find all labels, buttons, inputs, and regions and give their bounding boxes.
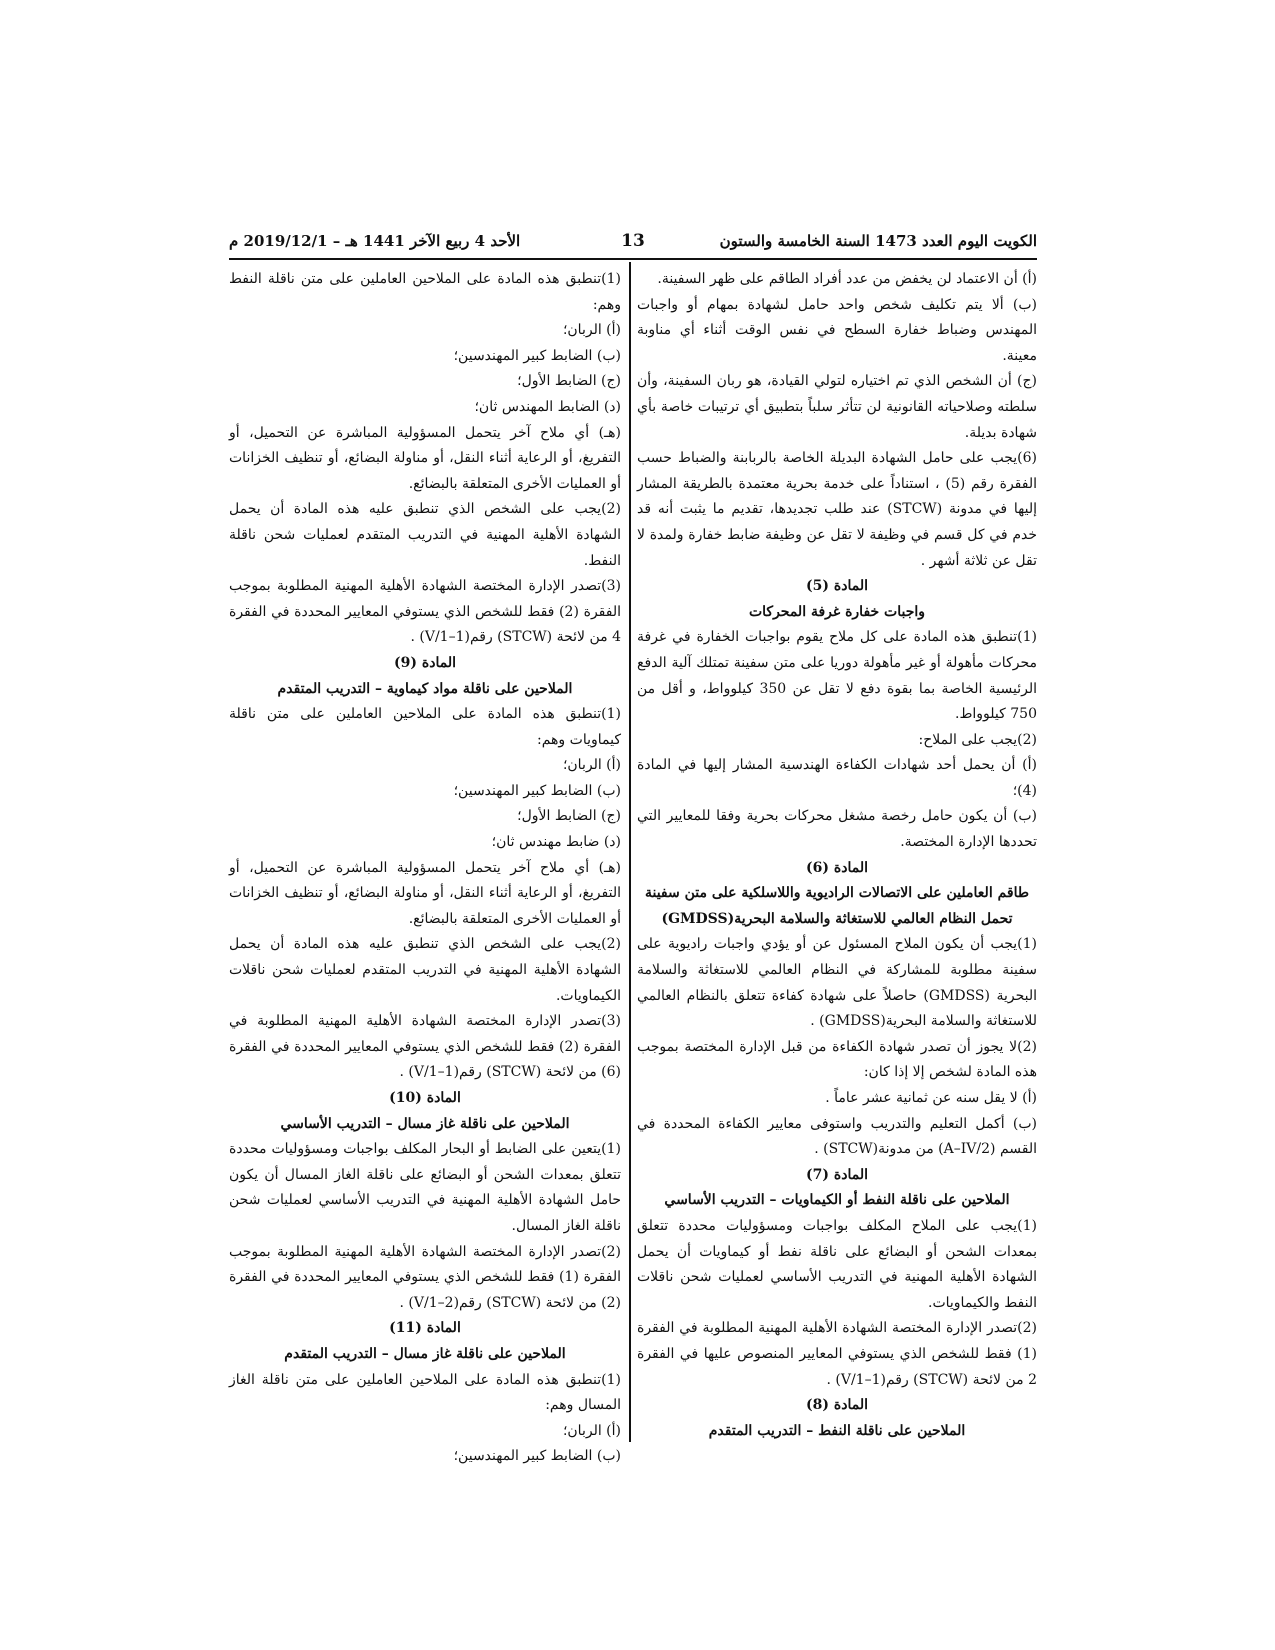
paragraph: (ب) الضابط كبير المهندسين؛ [453, 1448, 621, 1465]
paragraph: (ب) أن يكون حامل رخصة مشغل محركات بحرية وفقا للمعايير التي تحددها الإدارة المختصة. [637, 808, 1037, 851]
paragraph: (ب) أكمل التعليم والتدريب واستوفى معايير الكفاءة المحددة في القسم (A–IV/2) من مدونة(STCW) . [637, 1115, 1037, 1158]
paragraph: (هـ) أي ملاح آخر يتحمل المسؤولية المباشرة عن التحميل، أو التفريغ، أو الرعاية أثناء النقل، أو مناولة البضائع، أو تنظيف الخزانات أو العمليات الأخرى المتعلقة بالبضائع. [229, 859, 621, 927]
article-heading: الملاحين على ناقلة النفط أو الكيماويات – التدريب الأساسي [664, 1192, 1010, 1209]
paragraph: (ج) الضابط الأول؛ [517, 808, 621, 825]
paragraph: (1)يتعين على الضابط أو البحار المكلف بواجبات ومسؤوليات محددة تتعلق بمعدات الشحن أو البضائع على ناقلة الغاز المسال أن يكون حامل الشهادة الأهلية المهنية في التدريب الأساسي لعمليات شحن ناقلة الغاز المسال. [229, 1141, 621, 1234]
paragraph: (ج) أن الشخص الذي تم اختياره لتولي القيادة، هو ربان السفينة، وأن سلطته وصلاحياته القانونية لن تتأثر سلباً بتطبيق أي ترتيبات خاصة بأي شهادة بديلة. [637, 373, 1037, 441]
article-heading: طاقم العاملين على الاتصالات الراديوية واللاسلكية على متن سفينة تحمل النظام العالمي للاستغاثة والسلامة البحرية(GMDSS) [644, 885, 1030, 927]
paragraph: (2)يجب على الشخص الذي تنطبق عليه هذه المادة أن يحمل الشهادة الأهلية المهنية في التدريب المتقدم لعمليات شحن ناقلات الكيماويات. [229, 936, 621, 1004]
article-heading: الملاحين على ناقلة غاز مسال – التدريب المتقدم [284, 1345, 566, 1362]
newspaper-issue-info: الكويت اليوم العدد 1473 السنة الخامسة والستون [719, 232, 1037, 250]
issue-date: الأحد 4 ربيع الآخر 1441 هـ – 2019/12/1 م [229, 232, 521, 250]
paragraph: (1)يجب أن يكون الملاح المسئول عن أو يؤدي واجبات راديوية على سفينة مطلوبة للمشاركة في النظام العالمي للاستغاثة والسلامة البحرية (GMDSS) حاصلاً على شهادة كفاءة تتعلق بالنظام العالمي للاستغاثة والسلامة البحرية(GMDSS) . [637, 936, 1037, 1030]
article-heading: المادة (9) [394, 654, 456, 671]
paragraph: (أ) أن يحمل أحد شهادات الكفاءة الهندسية المشار إليها في المادة (4)؛ [637, 757, 1037, 799]
paragraph: (3)تصدر الإدارة المختصة الشهادة الأهلية المهنية المطلوبة في الفقرة (2) فقط للشخص الذي يستوفي المعايير المحددة في الفقرة (6) من لائحة (STCW) رقم(V/1–1) . [229, 1013, 621, 1081]
page-number: 13 [621, 231, 645, 251]
article-heading: الملاحين على ناقلة غاز مسال – التدريب الأساسي [280, 1115, 570, 1132]
paragraph: (أ) الربان؛ [562, 757, 621, 774]
paragraph: (6)يجب على حامل الشهادة البديلة الخاصة بالربابنة والضباط حسب الفقرة رقم (5) ، استناداً على خدمة بحرية معتمدة بالطريقة المشار إليها في مدونة (STCW) عند طلب تجديدها، تقديم ما يثبت أنه قد خدم في كل قسم في وظيفة لا تقل عن وظيفة ضابط خفارة ولمدة لا تقل عن ثلاثة أشهر . [637, 450, 1037, 569]
article-heading: المادة (10) [389, 1090, 461, 1106]
right-column [637, 267, 1037, 1444]
article-heading: الملاحين على ناقلة مواد كيماوية – التدريب المتقدم [277, 680, 573, 697]
paragraph: (2)يجب على الشخص الذي تنطبق عليه هذه المادة أن يحمل الشهادة الأهلية المهنية في التدريب المتقدم لعمليات شحن ناقلة النفط. [229, 501, 621, 569]
article-heading: المادة (11) [389, 1320, 461, 1337]
paragraph: (1)تنطبق هذه المادة على الملاحين العاملين على متن ناقلة كيماويات وهم: [229, 706, 621, 748]
page-header [229, 230, 1037, 260]
paragraph: (1)يجب على الملاح المكلف بواجبات ومسؤوليات محددة تتعلق بمعدات الشحن أو البضائع على ناقلة نفط أو كيماويات أن يحمل الشهادة الأهلية المهنية في التدريب الأساسي لعمليات شحن ناقلات النفط والكيماويات. [637, 1217, 1037, 1311]
paragraph: (ج) الضابط الأول؛ [517, 373, 621, 390]
paragraph: (1)تنطبق هذه المادة على الملاحين العاملين على متن ناقلة النفط وهم: [229, 271, 621, 313]
paragraph: (1)تنطبق هذه المادة على كل ملاح يقوم بواجبات الخفارة في غرفة محركات مأهولة أو غير مأهولة دوريا على متن سفينة تمتلك آلية الدفع الرئيسية الخاصة بما بقوة دفع لا تقل عن 350 كيلوواط، و أقل من 750 كيلوواط. [637, 629, 1037, 723]
paragraph: (أ) لا يقل سنه عن ثمانية عشر عاماً . [825, 1090, 1037, 1106]
paragraph: (ب) الضابط كبير المهندسين؛ [453, 782, 621, 799]
article-heading: واجبات خفارة غرفة المحركات [748, 603, 926, 620]
paragraph: (2)لا يجوز أن تصدر شهادة الكفاءة من قبل الإدارة المختصة بموجب هذه المادة لشخص إلا إذا كان: [637, 1038, 1037, 1081]
paragraph: (ب) ألا يتم تكليف شخص واحد حامل لشهادة بمهام أو واجبات المهندس وضباط خفارة السطح في نفس الوقت أثناء أي مناوبة معينة. [637, 296, 1037, 364]
article-heading: المادة (7) [806, 1166, 868, 1183]
paragraph: (2)يجب على الملاح: [918, 731, 1037, 748]
left-column [229, 267, 621, 1470]
paragraph: (3)تصدر الإدارة المختصة الشهادة الأهلية المهنية المطلوبة بموجب الفقرة (2) فقط للشخص الذي يستوفي المعايير المحددة في الفقرة 4 من لائحة (STCW) رقم(V/1–1) . [229, 578, 621, 646]
paragraph: (أ) الربان؛ [562, 322, 621, 339]
paragraph: (1)تنطبق هذه المادة على الملاحين العاملين على متن ناقلة الغاز المسال وهم: [229, 1371, 621, 1414]
paragraph: (أ) الربان؛ [562, 1422, 621, 1439]
paragraph: (د) ضابط مهندس ثان؛ [491, 834, 621, 851]
paragraph: (ب) الضابط كبير المهندسين؛ [453, 347, 621, 364]
article-heading: الملاحين على ناقلة النفط – التدريب المتقدم [708, 1422, 966, 1439]
article-heading: المادة (8) [806, 1397, 868, 1414]
paragraph: (2)تصدر الإدارة المختصة الشهادة الأهلية المهنية المطلوبة بموجب الفقرة (1) فقط للشخص الذي يستوفي المعايير المحددة في الفقرة (2) من لائحة (STCW) رقم(V/1–2) . [229, 1243, 621, 1311]
article-heading: المادة (6) [806, 859, 868, 876]
header-rule [229, 258, 1037, 260]
article-heading: المادة (5) [806, 578, 868, 595]
paragraph: (د) الضابط المهندس ثان؛ [474, 398, 621, 415]
column-divider [629, 262, 631, 1442]
paragraph: (هـ) أي ملاح آخر يتحمل المسؤولية المباشرة عن التحميل، أو التفريغ، أو الرعاية أثناء النقل، أو مناولة البضائع، أو تنظيف الخزانات أو العمليات الأخرى المتعلقة بالبضائع. [229, 424, 621, 492]
paragraph: (أ) أن الاعتماد لن يخفض من عدد أفراد الطاقم على ظهر السفينة. [657, 271, 1037, 287]
paragraph: (2)تصدر الإدارة المختصة الشهادة الأهلية المهنية المطلوبة في الفقرة (1) فقط للشخص الذي يستوفي المعايير المنصوص عليها في الفقرة 2 من لائحة (STCW) رقم(V/1–1) . [637, 1320, 1037, 1388]
